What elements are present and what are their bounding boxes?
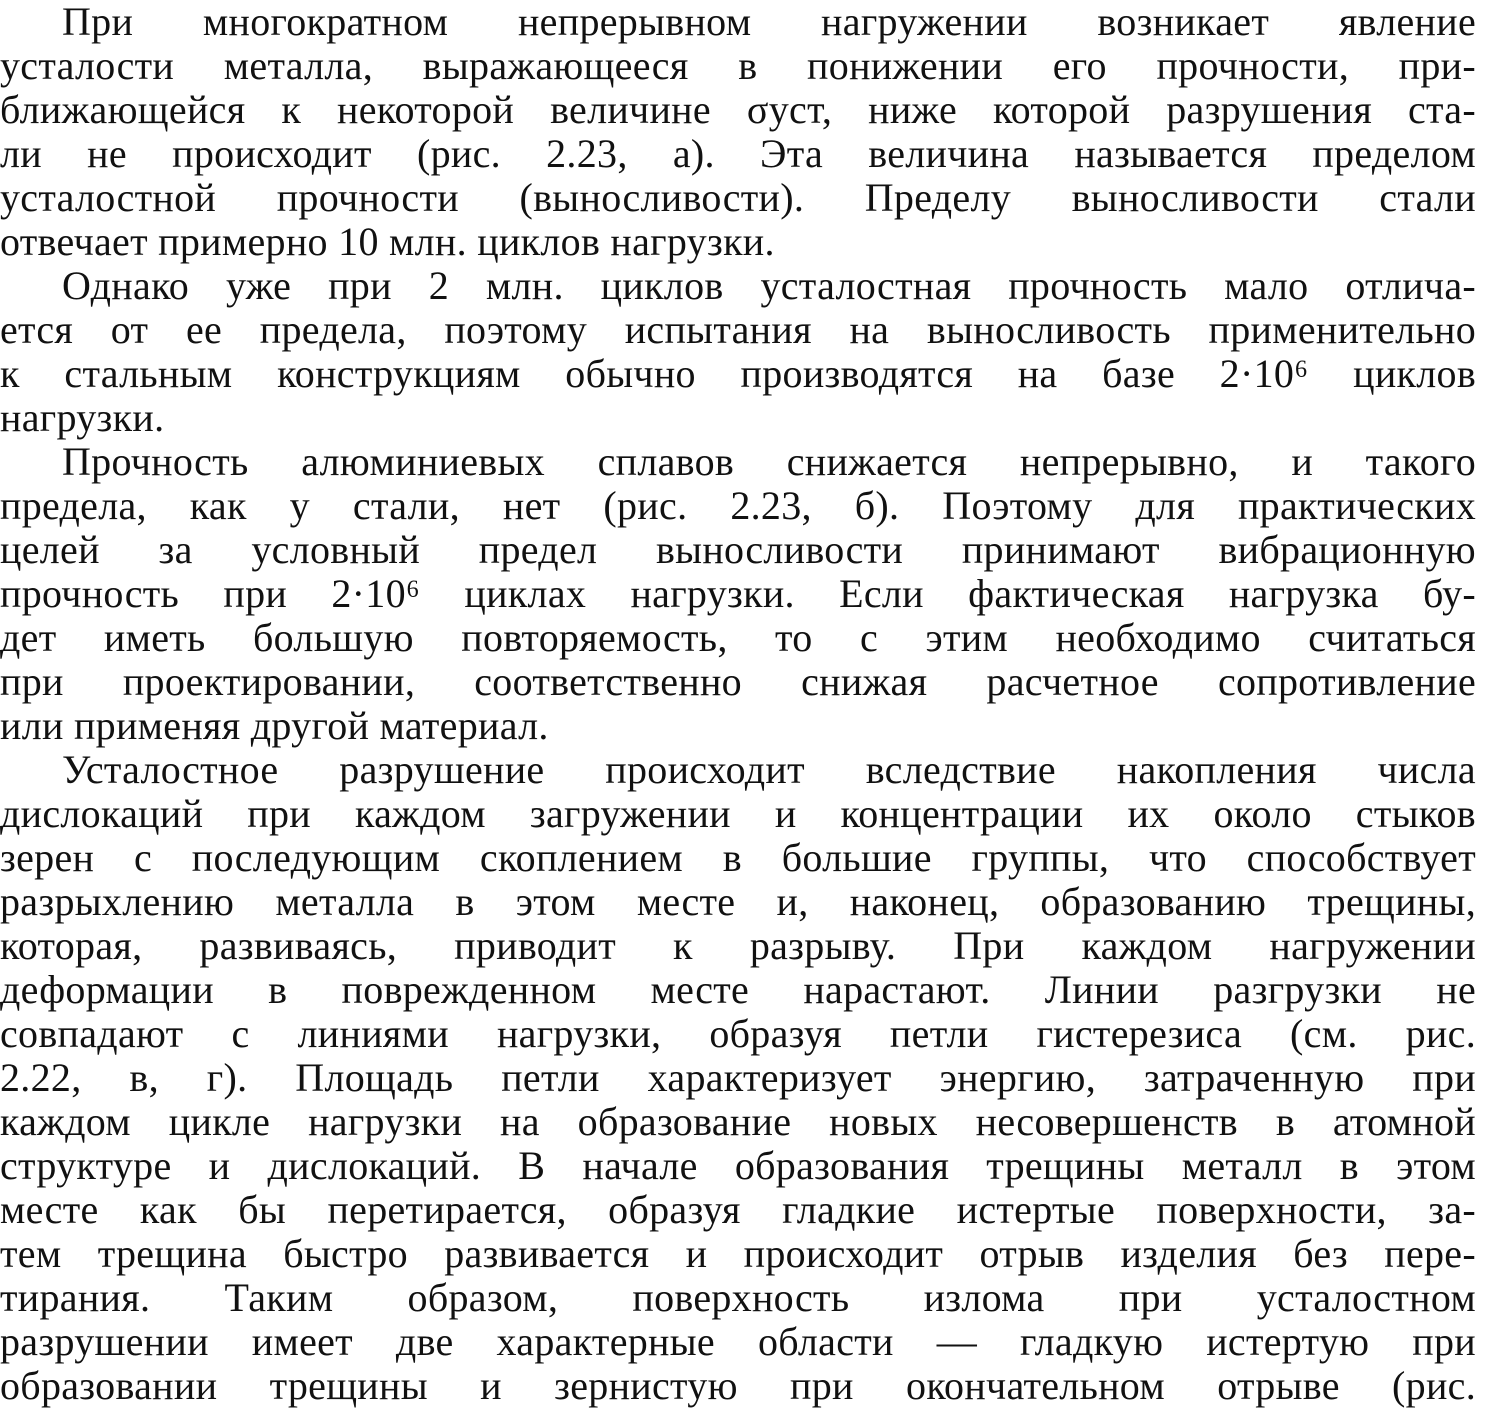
text-line: зерен с последующим скоплением в большие группы, что способствует — [0, 835, 1476, 880]
text-line: прочность при 2·10⁶ циклах нагрузки. Если фактическая нагрузка бу- — [0, 571, 1476, 616]
text-line: Прочность алюминиевых сплавов снижается непрерывно, и такого — [62, 439, 1476, 484]
text-line: При многократном непрерывном нагружении возникает явление — [62, 0, 1476, 44]
paragraph-fatigue-intro — [0, 0, 1476, 264]
text-line: которая, развиваясь, приводит к разрыву. При каждом нагружении — [0, 923, 1476, 968]
text-line: целей за условный предел выносливости принимают вибрационную — [0, 527, 1476, 572]
paragraph-two-million-cycles — [0, 264, 1476, 440]
text-line: тирания. Таким образом, поверхность излома при усталостном — [0, 1275, 1476, 1320]
text-line: образовании трещины и зернистую при окончательном отрыве (рис. — [0, 1363, 1476, 1408]
text-line: дет иметь большую повторяемость, то с этим необходимо считаться — [0, 615, 1476, 660]
text-line: усталости металла, выражающееся в понижении его прочности, при- — [0, 43, 1476, 88]
text-line: к стальным конструкциям обычно производятся на базе 2·10⁶ циклов — [0, 351, 1476, 396]
text-line: дислокаций при каждом загружении и концентрации их около стыков — [0, 791, 1476, 836]
text-line: или применяя другой материал. — [0, 703, 549, 748]
text-line: тем трещина быстро развивается и происходит отрыв изделия без пере- — [0, 1231, 1476, 1276]
text-line: усталостной прочности (выносливости). Пределу выносливости стали — [0, 175, 1476, 220]
text-line: ется от ее предела, поэтому испытания на выносливость применительно — [0, 307, 1476, 352]
paragraph-fatigue-fracture — [0, 748, 1476, 1408]
text-line: разрыхлению металла в этом месте и, наконец, образованию трещины, — [0, 879, 1476, 924]
text-line: при проектировании, соответственно снижая расчетное сопротивление — [0, 659, 1476, 704]
text-line: Однако уже при 2 млн. циклов усталостная прочность мало отлича- — [62, 263, 1476, 308]
text-line: Усталостное разрушение происходит вследствие накопления числа — [62, 747, 1476, 792]
paragraph-aluminium-alloys — [0, 440, 1476, 748]
text-line: разрушении имеет две характерные области — гладкую истертую при — [0, 1319, 1476, 1364]
text-line: ближающейся к некоторой величине σуст, ниже которой разрушения ста- — [0, 87, 1476, 132]
text-line: предела, как у стали, нет (рис. 2.23, б). Поэтому для практических — [0, 483, 1476, 528]
text-line: отвечает примерно 10 млн. циклов нагрузки. — [0, 219, 775, 264]
text-line: месте как бы перетирается, образуя гладкие истертые поверхности, за- — [0, 1187, 1476, 1232]
text-line: каждом цикле нагрузки на образование новых несовершенств в атомной — [0, 1099, 1476, 1144]
text-line: 2.22, в, г). Площадь петли характеризует энергию, затраченную при — [0, 1055, 1476, 1100]
text-line: нагрузки. — [0, 395, 165, 440]
text-line: структуре и дислокаций. В начале образования трещины металл в этом — [0, 1143, 1476, 1188]
text-line: ли не происходит (рис. 2.23, а). Эта величина называется пределом — [0, 131, 1476, 176]
text-line: совпадают с линиями нагрузки, образуя петли гистерезиса (см. рис. — [0, 1011, 1476, 1056]
text-line: деформации в поврежденном месте нарастают. Линии разгрузки не — [0, 967, 1476, 1012]
